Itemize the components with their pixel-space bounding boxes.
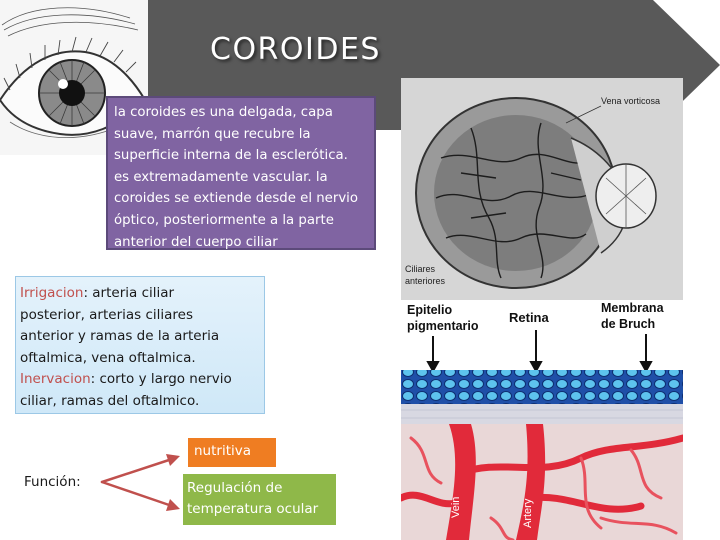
figure-label-anteriores: anteriores (405, 276, 446, 286)
irrigacion-text: posterior, arterias ciliares (20, 306, 194, 323)
description-line: óptico, posteriormente a la parte (114, 212, 334, 228)
funcion-label: Función: (24, 474, 81, 490)
description-box (106, 96, 376, 250)
funcion-temperatura-line: temperatura ocular (187, 501, 319, 517)
description-line: es extremadamente vascular. la (114, 169, 328, 185)
figure-label-retina: Retina (509, 310, 549, 325)
description-line: la coroides es una delgada, capa (114, 105, 333, 120)
inervacion-label: Inervacion (20, 371, 91, 387)
description-line: coroides se extiende desde el nervio (114, 191, 359, 207)
figure-label-ciliares: Ciliares (405, 264, 436, 274)
page-title: COROIDES (210, 32, 381, 67)
figure-label-membrana: Membrana (601, 301, 664, 315)
funcion-temperatura-line: Regulación de (187, 480, 283, 496)
description-line: suave, marrón que recubre la (114, 126, 311, 142)
figure-label-bruch: de Bruch (601, 317, 656, 331)
figure-label-vena-vorticosa: Vena vorticosa (601, 96, 661, 106)
figure-label-epitelio: Epitelio (407, 303, 453, 317)
irrigacion-label: Irrigacion (20, 285, 84, 301)
funcion-arrows (96, 448, 186, 518)
irrigacion-text: : arteria ciliar (83, 285, 175, 301)
vascular-innervation-box (15, 276, 265, 414)
description-line: superficie interna de la esclerótica. (114, 148, 348, 164)
figure-label-pigmentario: pigmentario (407, 319, 479, 333)
irrigacion-text: anterior y ramas de la arteria (20, 328, 220, 344)
inervacion-text: : corto y largo nervio (90, 371, 232, 387)
inervacion-text: ciliar, ramas del oftalmico. (20, 392, 200, 409)
description-line: anterior del cuerpo ciliar (114, 234, 278, 250)
figure-label-artery: Artery (522, 498, 534, 528)
funcion-nutritiva-tag: nutritiva (188, 438, 276, 467)
figure-label-vein: Vein (450, 496, 462, 518)
choroid-anatomy-image (401, 78, 683, 540)
funcion-temperatura-tag (183, 474, 336, 525)
irrigacion-text: oftalmica, vena oftalmica. (20, 349, 196, 366)
